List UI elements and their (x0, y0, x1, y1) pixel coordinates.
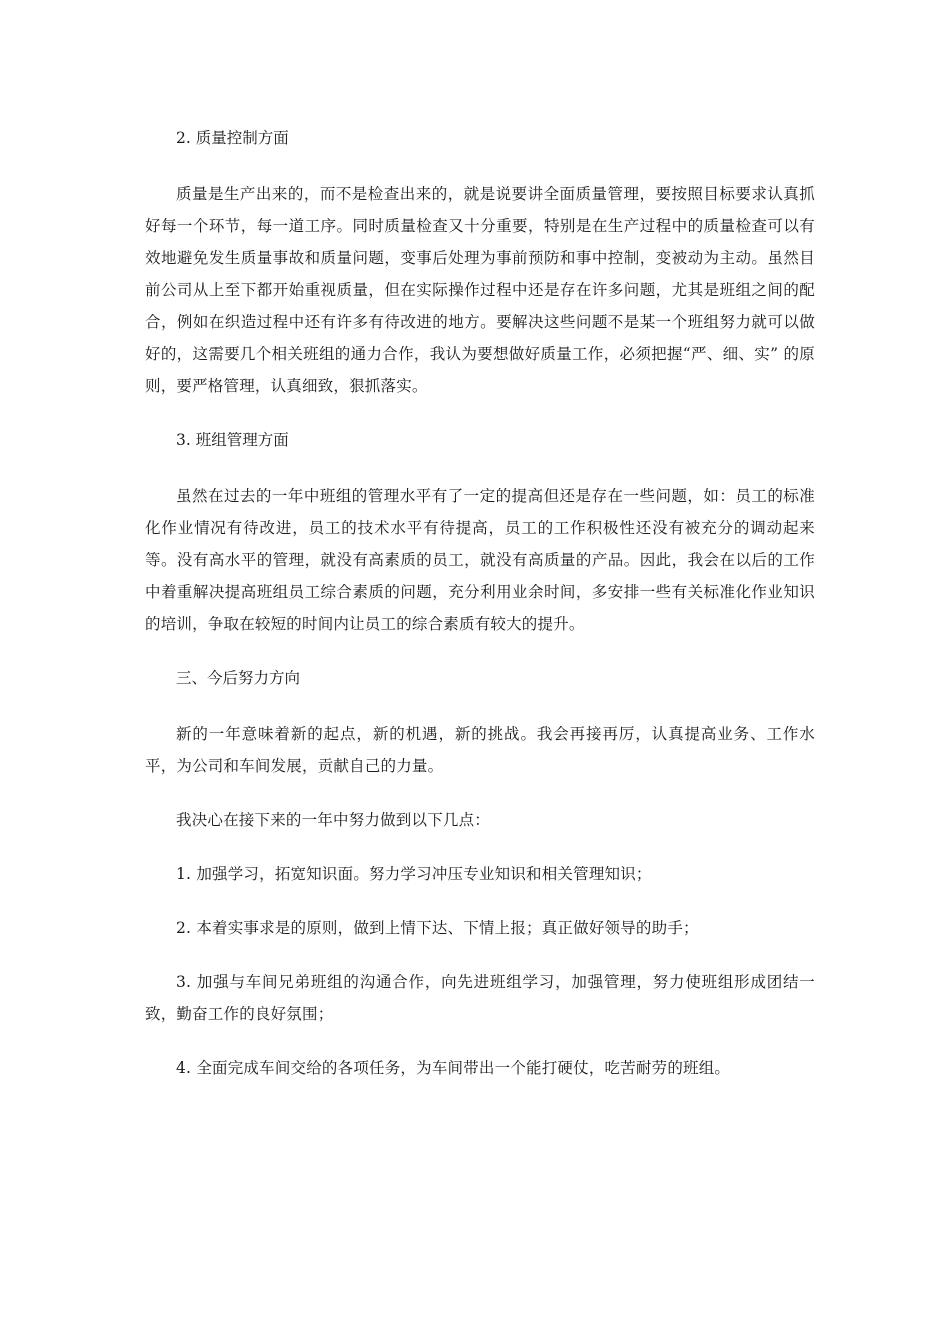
section-team-heading: 3. 班组管理方面 (176, 431, 289, 449)
section-team-body: 虽然在过去的一年中班组的管理水平有了一定的提高但还是存在一些问题，如：员工的标准化作业情况有待改进，员工的技术水平有待提高，员工的工作积极性还没有被充分的调动起来等。没有高水平的管理，就没有高素质的员工，就没有高质量的产品。因此，我会在以后的工作中着重解决提高班组员工综合素质的问题，充分利用业余时间，多安排一些有关标准化作业知识的培训，争取在较短的时间内让员工的综合素质有较大的提升。 (145, 487, 815, 633)
future-intro-paragraph: 新的一年意味着新的起点，新的机遇，新的挑战。我会再接再厉，认真提高业务、工作水平，为公司和车间发展，贡献自己的力量。 (145, 725, 815, 775)
section-future-heading: 三、今后努力方向 (176, 669, 301, 687)
section-quality-heading: 2. 质量控制方面 (176, 129, 289, 147)
list-item-point-2: 2. 本着实事求是的原则，做到上情下达、下情上报；真正做好领导的助手； (176, 919, 699, 937)
resolve-intro-paragraph: 我决心在接下来的一年中努力做到以下几点： (176, 811, 491, 829)
document-page (145, 122, 815, 1084)
section-quality-body: 质量是生产出来的，而不是检查出来的，就是说要讲全面质量管理，要按照目标要求认真抓好每一个环节，每一道工序。同时质量检查又十分重要，特别是在生产过程中的质量检查可以有效地避免发生质量事故和质量问题，变事后处理为事前预防和事中控制，变被动为主动。虽然目前公司从上至下都开始重视质量，但在实际操作过程中还是存在许多问题，尤其是班组之间的配合，例如在织造过程中还有许多有待改进的地方。要解决这些问题不是某一个班组努力就可以做好的，这需要几个相关班组的通力合作，我认为要想做好质量工作，必须把握“严、细、实” 的原则，要严格管理，认真细致，狠抓落实。 (145, 185, 815, 395)
list-item-point-4: 4. 全面完成车间交给的各项任务，为车间带出一个能打硬仗，吃苦耐劳的班组。 (176, 1059, 731, 1077)
list-item-point-1: 1. 加强学习，拓宽知识面。努力学习冲压专业知识和相关管理知识； (176, 865, 652, 883)
list-item-point-3: 3. 加强与车间兄弟班组的沟通合作，向先进班组学习，加强管理，努力使班组形成团结一致，勤奋工作的良好氛围； (145, 973, 815, 1023)
